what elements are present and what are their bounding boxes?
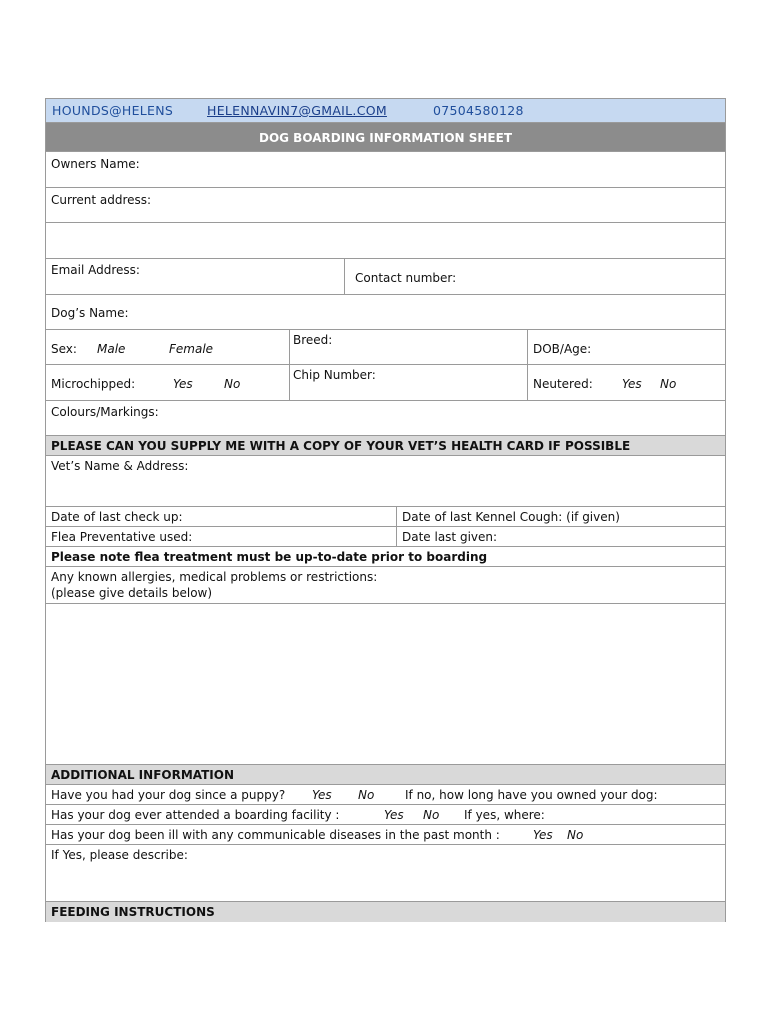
checkup-row (46, 507, 725, 527)
contact-cell[interactable] (344, 259, 725, 294)
contact-phone: 07504580128 (433, 103, 524, 118)
neutered-yes[interactable]: Yes (622, 377, 642, 391)
owners-name-label: Owners Name: (51, 157, 140, 171)
feeding-banner-text: FEEDING INSTRUCTIONS (51, 905, 215, 919)
current-address-label: Current address: (51, 193, 152, 207)
chip-number-label: Chip Number: (293, 368, 376, 382)
contact-header (46, 99, 725, 123)
dob-cell[interactable] (527, 330, 725, 364)
puppy-question-row (46, 785, 725, 805)
breed-label: Breed: (293, 333, 333, 347)
date-last-given-label: Date last given: (402, 530, 498, 544)
illness-question: Has your dog been ill with any communicable diseases in the past month : (51, 828, 500, 842)
email-address-label: Email Address: (51, 263, 140, 277)
feeding-banner (46, 902, 725, 922)
flea-note-text: Please note flea treatment must be up-to-date prior to boarding (51, 550, 488, 564)
contact-email[interactable]: HELENNAVIN7@GMAIL.COM (207, 103, 387, 118)
address-line-2[interactable] (46, 223, 725, 259)
vet-name-label: Vet’s Name & Address: (51, 459, 189, 473)
microchipped-no[interactable]: No (224, 377, 241, 391)
dogs-name-row[interactable] (46, 295, 725, 330)
email-contact-row (46, 259, 725, 295)
owners-name-row[interactable] (46, 152, 725, 188)
breed-cell[interactable] (289, 330, 527, 364)
org-name: HOUNDS@HELENS (52, 103, 174, 118)
kennel-cough-cell[interactable] (396, 507, 725, 526)
describe-row[interactable] (46, 845, 725, 902)
sex-breed-dob-row (46, 330, 725, 365)
email-cell[interactable] (46, 259, 344, 294)
dogs-name-label: Dog’s Name: (51, 306, 129, 320)
puppy-no[interactable]: No (358, 788, 375, 802)
additional-banner-text: ADDITIONAL INFORMATION (51, 768, 235, 782)
illness-question-row (46, 825, 725, 845)
puppy-question: Have you had your dog since a puppy? (51, 788, 286, 802)
sex-label: Sex: (51, 342, 77, 356)
sex-cell (46, 330, 289, 364)
kennel-cough-label: Date of last Kennel Cough: (if given) (402, 510, 620, 524)
illness-no[interactable]: No (567, 828, 584, 842)
sex-option-male[interactable]: Male (97, 342, 126, 356)
dob-label: DOB/Age: (533, 342, 592, 356)
microchip-row (46, 365, 725, 401)
current-address-row[interactable] (46, 188, 725, 223)
additional-banner (46, 765, 725, 785)
colours-row[interactable] (46, 401, 725, 436)
vet-banner-text: PLEASE CAN YOU SUPPLY ME WITH A COPY OF YOUR VET’S HEALTH CARD IF POSSIBLE (51, 439, 631, 453)
allergies-details-box[interactable] (46, 604, 725, 765)
sex-option-female[interactable]: Female (169, 342, 214, 356)
allergies-row (46, 567, 725, 604)
boarding-where-question: If yes, where: (464, 808, 545, 822)
describe-label: If Yes, please describe: (51, 848, 188, 862)
neutered-label: Neutered: (533, 377, 593, 391)
chip-number-cell[interactable] (289, 365, 527, 400)
boarding-question-row (46, 805, 725, 825)
allergies-label-1: Any known allergies, medical problems or restrictions: (51, 570, 378, 584)
vet-banner (46, 436, 725, 456)
flea-note-row (46, 547, 725, 567)
title-bar (46, 123, 725, 152)
colours-label: Colours/Markings: (51, 405, 159, 419)
neutered-cell (527, 365, 725, 400)
boarding-yes[interactable]: Yes (384, 808, 404, 822)
illness-yes[interactable]: Yes (533, 828, 553, 842)
boarding-question: Has your dog ever attended a boarding facility : (51, 808, 340, 822)
last-checkup-label: Date of last check up: (51, 510, 183, 524)
date-last-given-cell[interactable] (396, 527, 725, 546)
neutered-no[interactable]: No (660, 377, 677, 391)
microchipped-label: Microchipped: (51, 377, 136, 391)
vet-name-row[interactable] (46, 456, 725, 507)
allergies-label-2: (please give details below) (51, 586, 213, 600)
flea-used-cell[interactable] (46, 527, 396, 546)
microchipped-yes[interactable]: Yes (173, 377, 193, 391)
boarding-no[interactable]: No (423, 808, 440, 822)
puppy-yes[interactable]: Yes (312, 788, 332, 802)
last-checkup-cell[interactable] (46, 507, 396, 526)
microchipped-cell (46, 365, 289, 400)
contact-number-label: Contact number: (355, 271, 457, 285)
flea-used-label: Flea Preventative used: (51, 530, 193, 544)
flea-row (46, 527, 725, 547)
form-title: DOG BOARDING INFORMATION SHEET (258, 131, 513, 145)
boarding-form (45, 98, 726, 922)
owned-duration-question: If no, how long have you owned your dog: (405, 788, 658, 802)
